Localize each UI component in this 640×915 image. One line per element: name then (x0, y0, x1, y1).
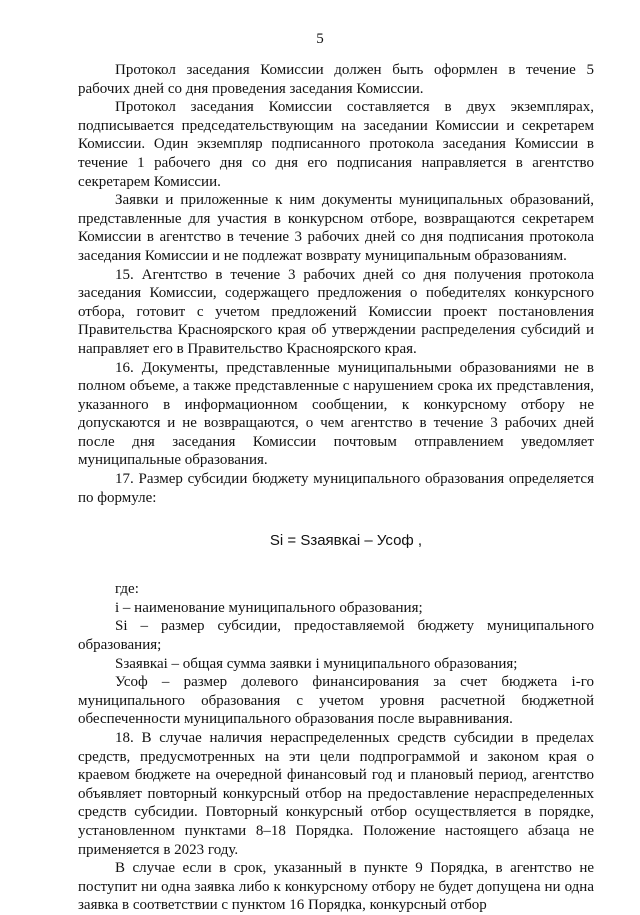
definition-i: i – наименование муниципального образования; (115, 599, 423, 616)
definition-szayavka: Sзаявкаi – общая сумма заявки i муниципального образования; (115, 655, 518, 672)
paragraph-protocol-deadline: Протокол заседания Комиссии должен быть оформлен в течение 5 рабочих дней со дня проведения заседания Комиссии. (78, 62, 594, 97)
paragraph-applications-return: Заявки и приложенные к ним документы муниципальных образований, представленные для участия в конкурсном отборе, возвращаются секретарем Комиссии в агентство в течение 3 рабочих дней со дня подписания протокола заседания Комиссии и не подлежат возврату муниципальным образованиям. (78, 192, 594, 264)
paragraph-item-17: 17. Размер субсидии бюджету муниципального образования определяется по формуле: (78, 471, 594, 506)
definition-usof: Усоф – размер долевого финансирования за счет бюджета i-го муниципального образования с учетом уровня расчетной бюджетной обеспеченности муниципального образования после выравнивания. (78, 674, 594, 728)
document-body (78, 61, 594, 915)
where-label: где: (115, 581, 139, 598)
paragraph-item-16: 16. Документы, представленные муниципальными образованиями не в полном объеме, а также представленные с нарушением срока их представления, указанного в информационном сообщении, к конкурсному отбору не допускаются и не возвращаются, о чем агентство в течение 3 рабочих дней после дня заседания Комиссии почтовым отправлением уведомляет муниципальные образования. (78, 359, 594, 469)
page-number: 5 (316, 31, 324, 47)
paragraph-protocol-copies: Протокол заседания Комиссии составляется в двух экземплярах, подписывается председательствующим на заседании Комиссии и секретарем Комиссии. Один экземпляр подписанного протокола заседания Комиссии в течение 1 рабочего дня со дня его подписания направляется в агентство секретарем Комиссии. (78, 99, 594, 190)
paragraph-item-15: 15. Агентство в течение 3 рабочих дней со дня получения протокола заседания Комиссии, содержащего предложения о победителях конкурсного отбора, готовит с учетом предложений Комиссии проект постановления Правительства Красноярского края об утверждении распределения субсидий и направляет его в Правительство Красноярского края. (78, 266, 594, 357)
paragraph-no-applications: В случае если в срок, указанный в пункте 9 Порядка, в агентство не поступит ни одна заявка либо к конкурсному отбору не будет допущена ни одна заявка в соответствии с пунктом 16 Порядка, конкурсный отбор (78, 860, 594, 914)
paragraph-item-18: 18. В случае наличия нераспределенных средств субсидии в пределах средств, предусмотренных на эти цели подпрограммой и законом края о краевом бюджете на очередной финансовый год и плановый период, агентство объявляет повторный конкурсный отбор на предоставление нераспределенных средств субсидии. Повторный конкурсный отбор осуществляется в порядке, установленном пунктами 8–18 Порядка. Положение настоящего абзаца не применяется в 2023 году. (78, 730, 594, 858)
definition-si: Si – размер субсидии, предоставляемой бюджету муниципального образования; (78, 618, 594, 654)
subsidy-formula: Si = Sзаявкаi – Усоф , (269, 532, 423, 550)
